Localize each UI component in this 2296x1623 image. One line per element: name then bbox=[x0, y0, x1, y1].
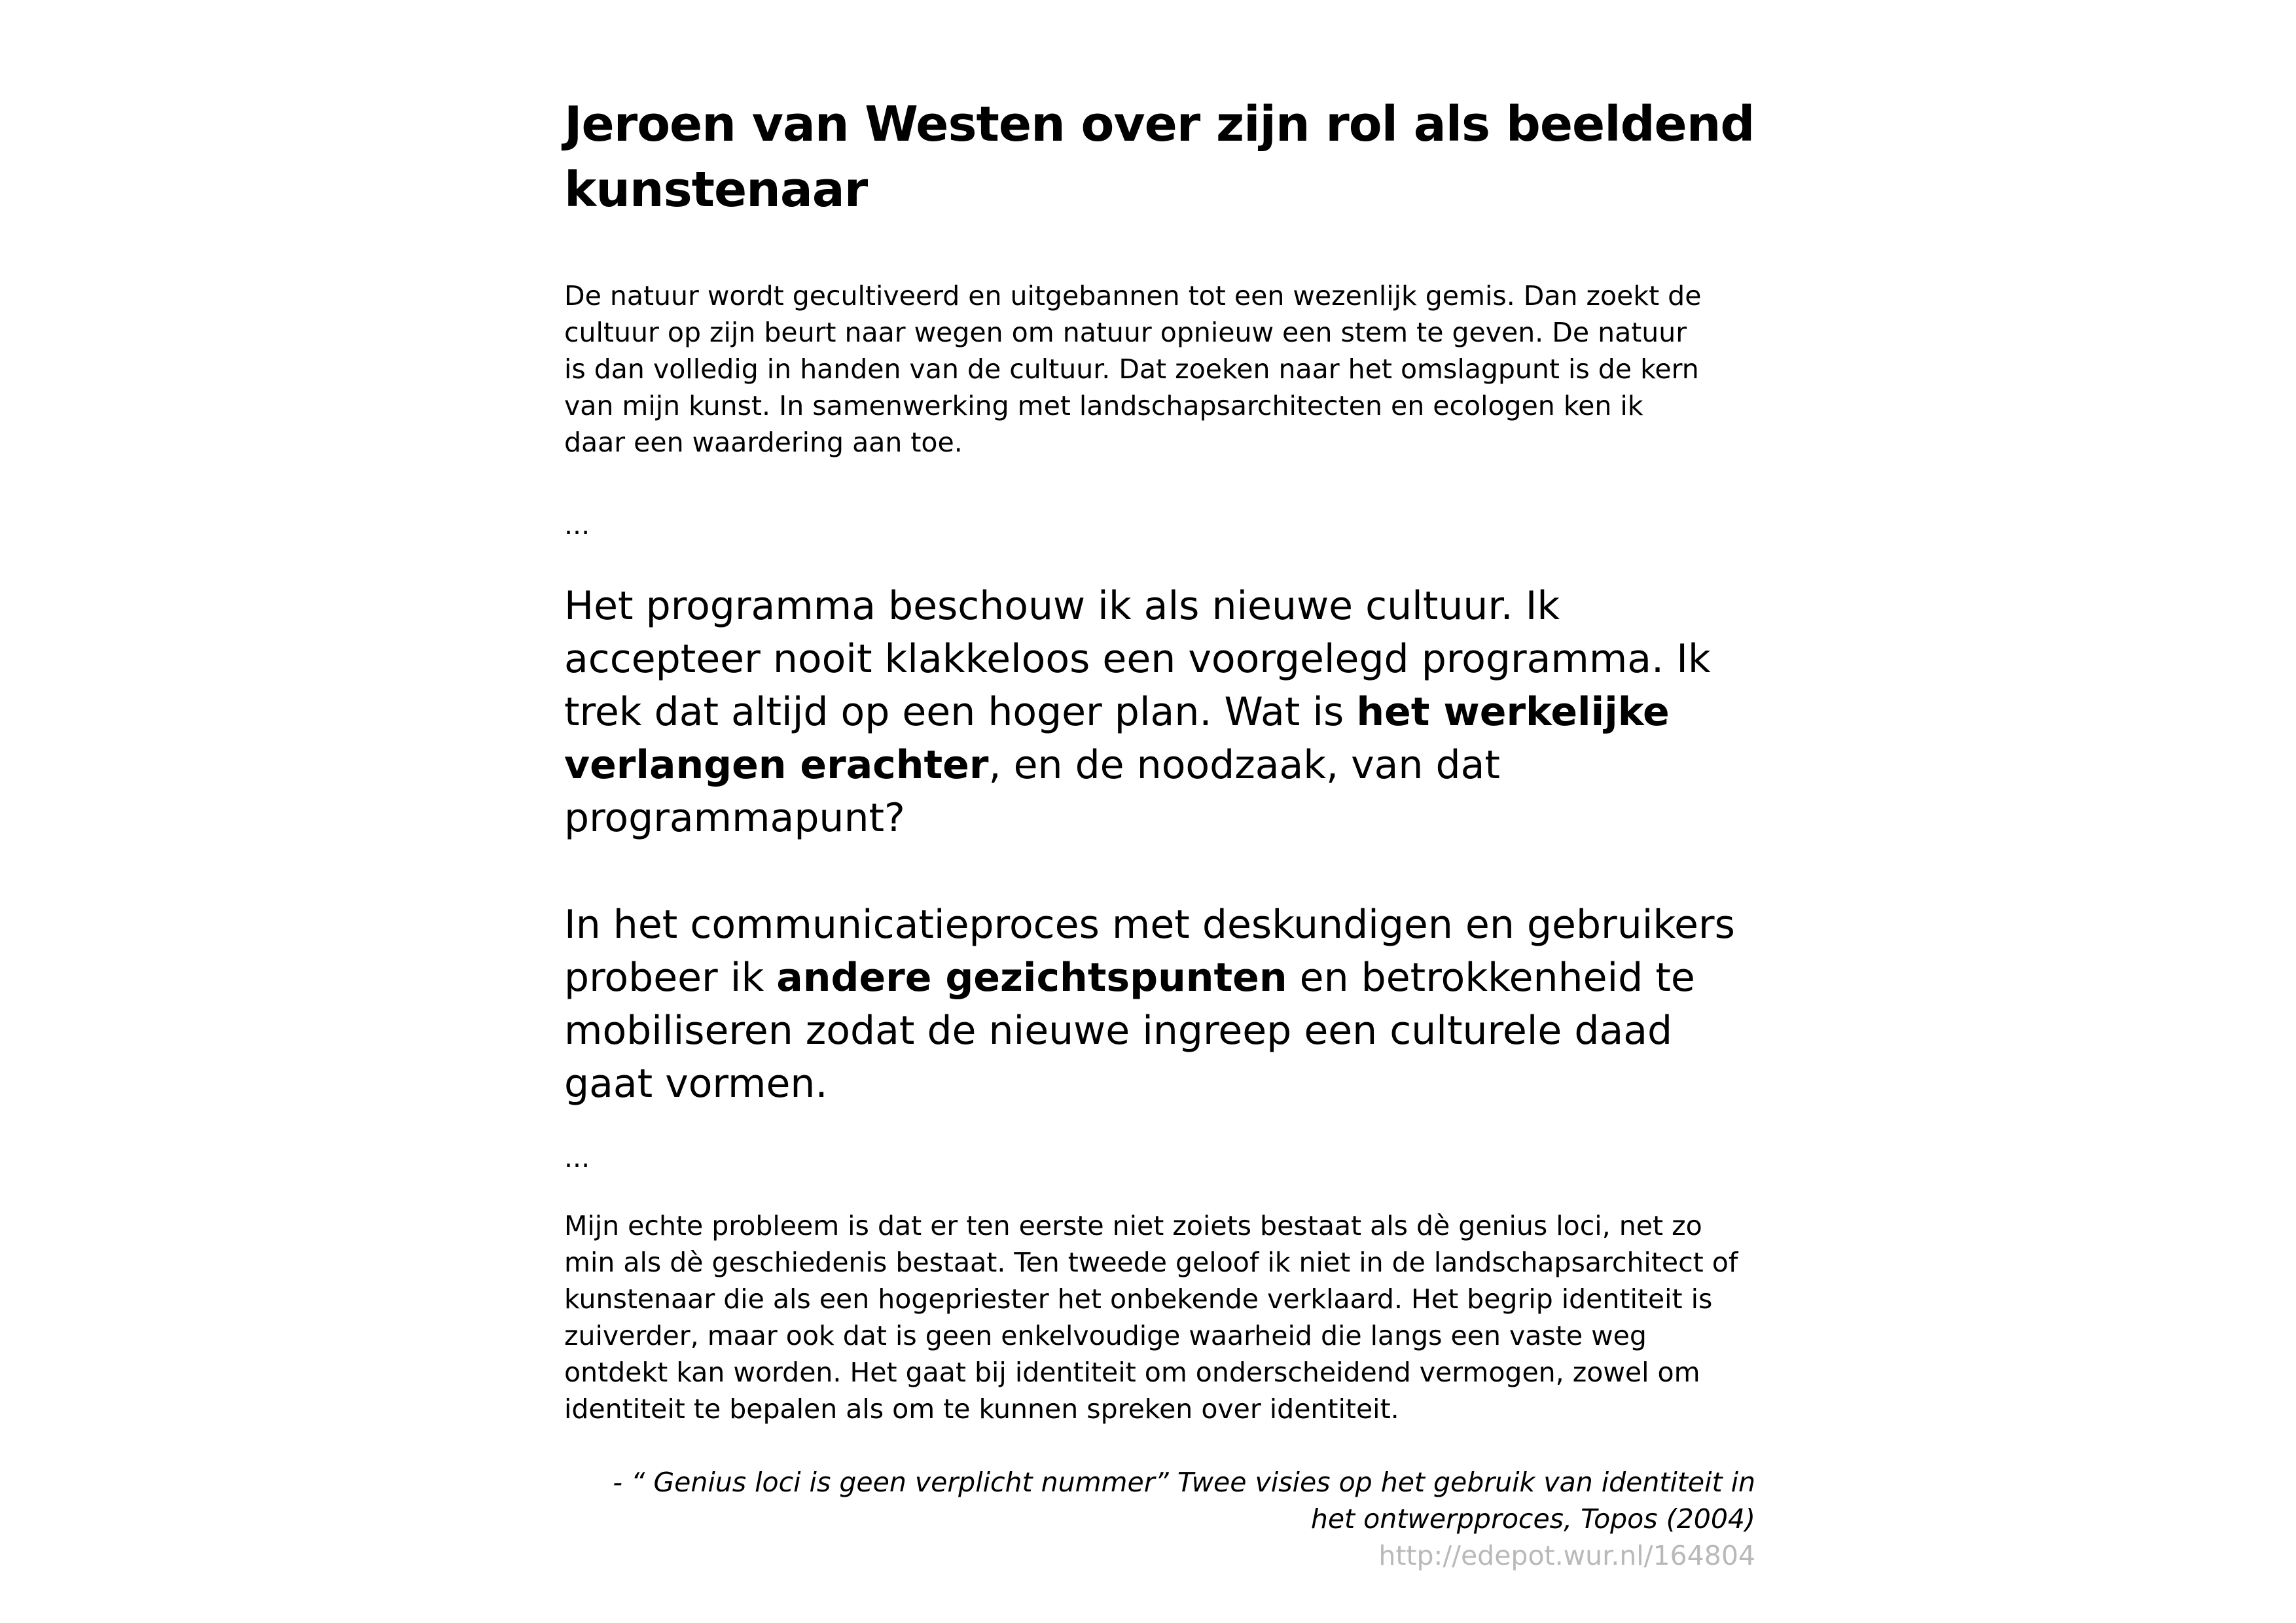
quote-paragraph-communication bbox=[564, 899, 1749, 1111]
quote-text: , en de noodzaak, van dat programmapunt? bbox=[564, 742, 1500, 841]
ellipsis-separator: ... bbox=[564, 1142, 590, 1173]
page-title: Jeroen van Westen over zijn rol als beeldend kunstenaar bbox=[564, 96, 1755, 218]
quote-emphasis: het werkelijke verlangen erachter bbox=[564, 689, 1670, 788]
quote-text: In het communicatieproces met deskundigen en gebruikers probeer ik bbox=[564, 902, 1735, 1001]
genius-loci-paragraph: Mijn echte probleem is dat er ten eerste niet zoiets bestaat als dè genius loci, net zo min als dè geschiedenis bestaat. Ten tweede geloof ik niet in de landschapsarchitect of kunstenaar die als een hogepriester het onbekende verklaard. Het begrip identiteit is zuiverder, maar ook dat is geen enkelvoudige waarheid die langs een vaste weg ontdekt kan worden. Het gaat bij identiteit om onderscheidend vermogen, zowel om identiteit te bepalen als om te kunnen spreken over identiteit. bbox=[564, 1210, 1738, 1425]
source-url-link[interactable]: http://edepot.wur.nl/164804 bbox=[1378, 1540, 1755, 1571]
quote-paragraph-program bbox=[564, 580, 1749, 845]
ellipsis-separator: ... bbox=[564, 509, 590, 541]
source-citation: - “ Genius loci is geen verplicht nummer” Twee visies op het gebruik van identiteit in het ontwerpproces, Topos (2004) bbox=[613, 1467, 1755, 1535]
quote-text: Het programma beschouw ik als nieuwe cultuur. Ik accepteer nooit klakkeloos een voorgelegd programma. Ik trek dat altijd op een hoger plan. Wat is bbox=[564, 583, 1711, 735]
quote-text: en betrokkenheid te mobiliseren zodat de nieuwe ingreep een culturele daad gaat vormen. bbox=[564, 955, 1695, 1107]
intro-paragraph: De natuur wordt gecultiveerd en uitgebannen tot een wezenlijk gemis. Dan zoekt de cultuur op zijn beurt naar wegen om natuur opnieuw een stem te geven. De natuur is dan volledig in handen van de cultuur. Dat zoeken naar het omslagpunt is de kern van mijn kunst. In samenwerking met landschapsarchitecten en ecologen ken ik daar een waardering aan toe. bbox=[564, 280, 1702, 458]
document-page bbox=[564, 92, 1755, 1574]
quote-emphasis: andere gezichtspunten bbox=[776, 955, 1287, 1001]
